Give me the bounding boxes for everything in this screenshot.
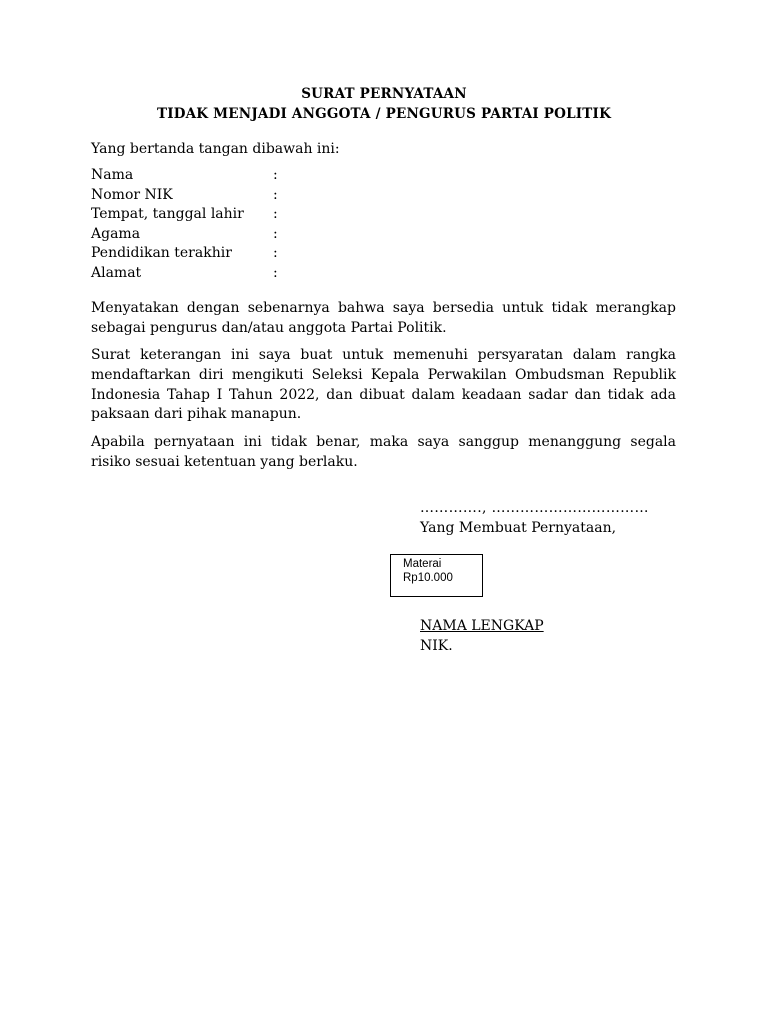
signatory-nik: NIK. bbox=[420, 638, 453, 654]
stamp-label: Materai bbox=[403, 558, 442, 570]
document-subtitle: TIDAK MENJADI ANGGOTA / PENGURUS PARTAI POLITIK bbox=[156, 106, 612, 122]
field-colon: : bbox=[273, 167, 278, 183]
intro-text: Yang bertanda tangan dibawah ini: bbox=[91, 141, 340, 157]
stamp-value: Rp10.000 bbox=[403, 572, 453, 584]
field-row-address bbox=[91, 265, 283, 285]
field-label: Alamat bbox=[91, 264, 142, 281]
field-row-birth bbox=[91, 206, 283, 226]
document-title: SURAT PERNYATAAN bbox=[301, 86, 467, 102]
field-row-nama bbox=[91, 167, 283, 187]
field-label: Agama bbox=[91, 225, 141, 242]
statement-paragraph: Menyatakan dengan sebenarnya bahwa saya bersedia untuk tidak merangkap sebagai pengurus dan/atau anggota Partai Politik. bbox=[91, 300, 676, 336]
purpose-paragraph: Surat keterangan ini saya buat untuk memenuhi persyaratan dalam rangka mendaftarkan diri mengikuti Seleksi Kepala Perwakilan Ombudsman Republik Indonesia Tahap I Tahun 2022, dan dibuat dalam keadaan sadar dan tidak ada paksaan dari pihak manapun. bbox=[91, 347, 676, 423]
identity-fields bbox=[91, 167, 283, 285]
field-colon: : bbox=[273, 245, 278, 262]
field-row-religion bbox=[91, 226, 283, 246]
field-label: Nomor NIK bbox=[91, 186, 173, 203]
field-row-education bbox=[91, 245, 283, 265]
field-colon: : bbox=[273, 186, 278, 203]
field-colon: : bbox=[273, 264, 278, 281]
place-date-line: …………., …………………………… bbox=[420, 500, 649, 516]
duty-stamp-box bbox=[390, 554, 483, 597]
field-row-nik bbox=[91, 187, 283, 207]
field-colon: : bbox=[273, 206, 278, 223]
liability-paragraph: Apabila pernyataan ini tidak benar, maka saya sanggup menanggung segala risiko sesuai ketentuan yang berlaku. bbox=[91, 434, 676, 470]
signatory-name: NAMA LENGKAP bbox=[420, 618, 544, 634]
field-label: Tempat, tanggal lahir bbox=[91, 206, 244, 223]
field-colon: : bbox=[273, 225, 278, 242]
field-label: Nama bbox=[91, 167, 134, 183]
field-label: Pendidikan terakhir bbox=[91, 245, 232, 262]
signatory-caption: Yang Membuat Pernyataan, bbox=[420, 520, 617, 536]
